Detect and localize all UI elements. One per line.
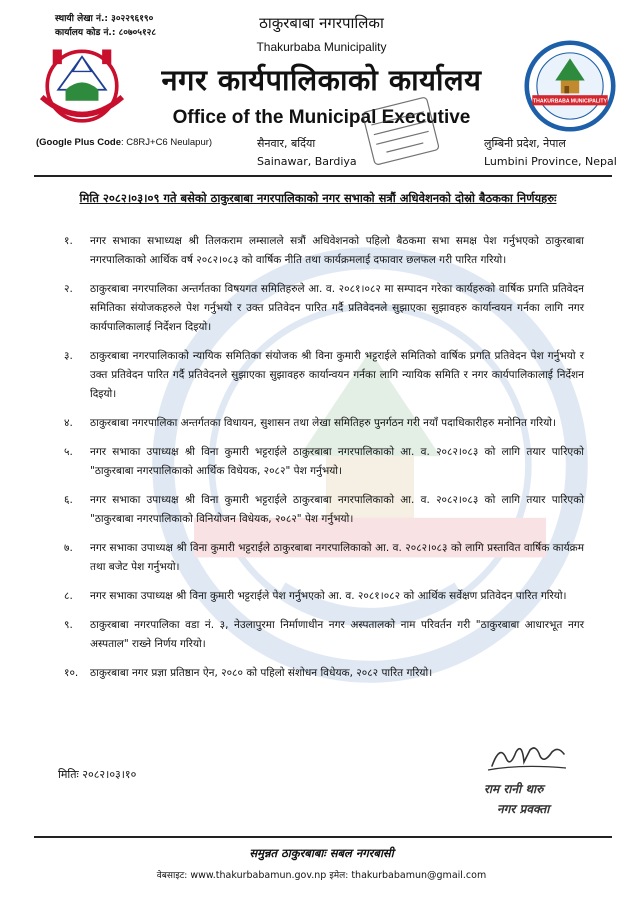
thakurbaba-municipality-logo-icon	[524, 40, 616, 132]
decision-text: नगर सभाका उपाध्यक्ष श्री विना कुमारी भट्टराईले ठाकुरबाबा नगरपालिकाको आ. व. २०८२।०८३ को लागि तयार पारिएको "ठाकुरबाबा नगरपालिकाको विनियोजन विधेयक, २०८२" पेश गर्नुभयो।	[90, 494, 584, 525]
decision-item	[64, 539, 584, 577]
logo-ribbon-text: THAKURBABA MUNICIPALITY	[533, 98, 607, 105]
footer-contact	[0, 868, 643, 881]
decision-item	[64, 414, 584, 433]
decision-item	[64, 587, 584, 606]
decision-number: ६.	[64, 494, 73, 506]
address-right	[484, 135, 617, 171]
address-right-english: Lumbini Province, Nepal	[484, 155, 617, 168]
decision-number: ३.	[64, 350, 73, 362]
footer-divider	[34, 836, 612, 838]
signer-title: नगर प्रवक्ता	[497, 802, 550, 816]
pan-number: स्थायी लेखा नं.: ३०२२९६१९०	[55, 14, 154, 24]
decision-text: ठाकुरबाबा नगरपालिका अन्तर्गतका विषयगत समितिहरुले आ. व. २०८१।०८२ मा सम्पादन गरेका कार्यहरुको वार्षिक प्रगति प्रतिवेदन समितिका संयोजकहरुले पेश गर्नुभयो र उक्त प्रतिवेदन पारित गर्दै प्रतिवेदनले सुझाएका सुझावहरु कार्यान्वयन गर्नका लागि नगर कार्यपालिकालाई निर्देशन दिइयो।	[90, 283, 584, 333]
decision-text: ठाकुरबाबा नगर प्रज्ञा प्रतिष्ठान ऐन, २०८० को पहिलो संशोधन विधेयक, २०८२ पारित गरियो।	[90, 667, 433, 679]
footer-motto: समुन्नत ठाकुरबाबाः सबल नगरबासी	[249, 846, 394, 860]
decision-text: ठाकुरबाबा नगरपालिकाको न्यायिक समितिका संयोजक श्री विना कुमारी भट्टराईले समितिको वार्षिक प्रगति प्रतिवेदन पेश गर्नुभयो र उक्त प्रतिवेदन पारित गर्दै प्रतिवेदनले सुझाएका सुझावहरु कार्यान्वयन गर्नका लागि न्यायिक समिति र नगर कार्यपालिकालाई निर्देशन दिइयो।	[90, 350, 584, 400]
decision-item	[64, 491, 584, 529]
decision-text: नगर सभाका उपाध्यक्ष श्री विना कुमारी भट्टराईले पेश गर्नुभएको आ. व. २०८१।०८२ को आर्थिक सर्वेक्षण प्रतिवेदन पारित गरियो।	[90, 590, 567, 602]
decision-number: १.	[64, 235, 73, 247]
decision-number: ८.	[64, 590, 73, 602]
office-stamp-icon	[356, 92, 446, 172]
decision-item	[64, 443, 584, 481]
website-label: वेबसाइट:	[156, 871, 188, 881]
decision-number: २.	[64, 283, 73, 295]
decision-text: ठाकुरबाबा नगरपालिका अन्तर्गतका विधायन, सुशासन तथा लेखा समितिहरु पुनर्गठन गरी नयाँ पदाधिकारीहरु मनोनित गरियो।	[90, 417, 556, 429]
decision-number: ७.	[64, 542, 73, 554]
decision-text: नगर सभाका सभाध्यक्ष श्री तिलकराम लम्सालले सत्रौं अधिवेशनको पहिलो बैठकमा सभा समक्ष पेश गर्नुभएको ठाकुरबाबा नगरपालिकाको आर्थिक वर्ष २०८२।०८३ को वार्षिक नीति तथा कार्यक्रमलाई दफावार छलफल गरी पारित गरियो।	[90, 235, 584, 266]
decision-item	[64, 232, 584, 270]
email-label: इमेल:	[329, 871, 349, 881]
signature-icon	[470, 740, 580, 774]
signer-name: राम रानी थारु	[484, 782, 544, 796]
email-link[interactable]: thakurbabamun@gmail.com	[351, 870, 487, 881]
decision-number: ९.	[64, 619, 73, 631]
municipality-name-english: Thakurbaba Municipality	[256, 40, 387, 54]
decision-item	[64, 280, 584, 337]
office-code: कार्यालय कोड नं.: ८०७०५१२८	[55, 28, 157, 38]
google-plus-label: (Google Plus Code	[36, 137, 121, 148]
header-divider	[34, 175, 612, 177]
website-link[interactable]: www.thakurbabamun.gov.np	[190, 870, 327, 881]
decision-item	[64, 616, 584, 654]
decision-text: ठाकुरबाबा नगरपालिका वडा नं. ३, नेउलापुरमा निर्माणाधीन नगर अस्पतालको नाम परिवर्तन गरी "ठाकुरबाबा आधारभूत नगर अस्पताल" राख्ने निर्णय गरियो।	[90, 619, 584, 650]
address-left-english: Sainawar, Bardiya	[257, 155, 357, 168]
office-title-english: Office of the Municipal Executive	[172, 107, 471, 128]
decision-heading: मिति २०८२।०३।०९ गते बसेको ठाकुरबाबा नगरपालिकाको नगर सभाको सत्रौं अधिवेशनको दोस्रो बैठकका निर्णयहरुः	[79, 191, 557, 205]
decision-number: ५.	[64, 446, 73, 458]
municipality-name-nepali: ठाकुरबाबा नगरपालिका	[259, 14, 384, 32]
decision-text: नगर सभाका उपाध्यक्ष श्री विना कुमारी भट्टराईले ठाकुरबाबा नगरपालिकाको आ. व. २०८२।०८३ को लागि प्रस्तावित वार्षिक कार्यक्रम तथा बजेट पेश गर्नुभयो।	[90, 542, 584, 573]
decision-item	[64, 347, 584, 404]
decision-number: १०.	[64, 667, 79, 679]
decision-number: ४.	[64, 417, 73, 429]
google-plus-value: : C8RJ+C6 Neulapur)	[120, 137, 213, 148]
google-plus-code	[36, 137, 212, 148]
issue-date: मितिः २०८२।०३।१०	[58, 768, 137, 781]
address-left-nepali: सैनवार, बर्दिया	[257, 137, 316, 150]
decision-text: नगर सभाका उपाध्यक्ष श्री विना कुमारी भट्टराईले ठाकुरबाबा नगरपालिकाको आ. व. २०८२।०८३ को लागि तयार पारिएको "ठाकुरबाबा नगरपालिकाको आर्थिक विधेयक, २०८२" पेश गर्नुभयो।	[90, 446, 584, 477]
decision-item	[64, 664, 584, 683]
address-left	[257, 135, 357, 171]
office-title-nepali: नगर कार्यपालिकाको कार्यालय	[161, 63, 482, 97]
decision-list	[64, 232, 584, 693]
address-right-nepali: लुम्बिनी प्रदेश, नेपाल	[484, 137, 566, 150]
